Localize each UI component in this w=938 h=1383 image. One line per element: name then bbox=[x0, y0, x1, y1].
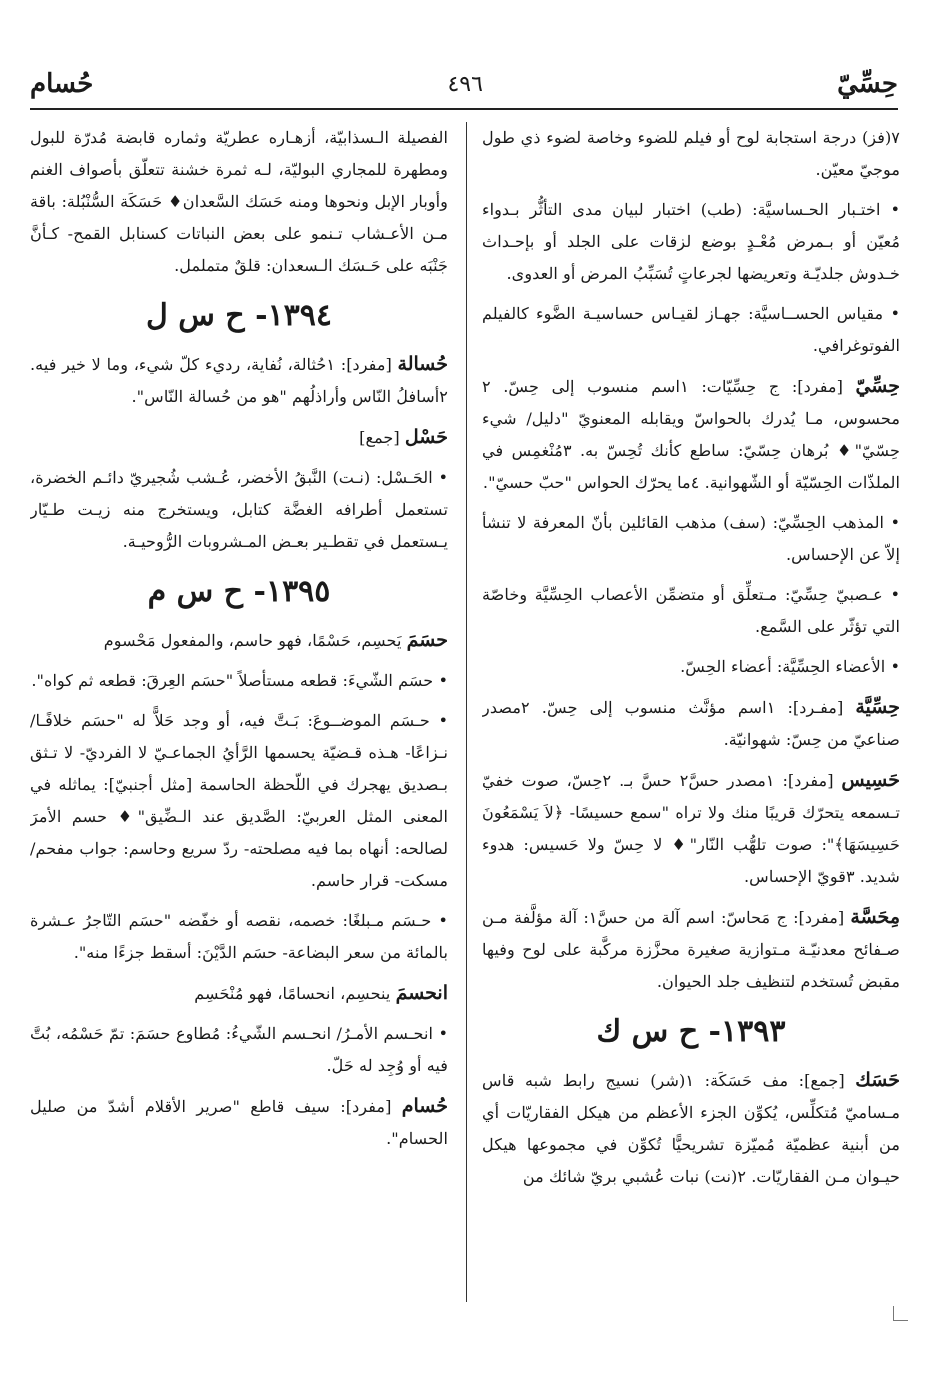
entry-text: [جمع]: مف حَسَكَة: ١(شر) نسيج رابط شبه قاس مـساميّ مُتكلِّس، يُكوِّن الجزء الأعظم من هيكل الفقاريّات أي من أبنية عظميّة مُميّزة تشريحيًّا تُكوِّن في مجموعها هيكل حيـوان مـن الفقاريّات. ٢(نت) نبات عُشبي بريّ شائك من bbox=[482, 1071, 900, 1186]
definition-paragraph bbox=[30, 705, 448, 897]
dictionary-entry bbox=[482, 764, 900, 893]
dictionary-entry bbox=[30, 624, 448, 657]
definition-paragraph bbox=[482, 507, 900, 571]
entry-text: ٧(فز) درجة استجابة لوح أو فيلم للضوء وخاصة لضوء ذي طول موجيّ معيّن. bbox=[482, 128, 900, 179]
definition-paragraph bbox=[482, 298, 900, 362]
right-column bbox=[482, 122, 900, 1272]
definition-paragraph bbox=[30, 462, 448, 558]
entry-headword: مِحَسَّة bbox=[850, 906, 900, 928]
entry-text: [مفرد]: ج مَحاسّ: اسم آلة من حسَّ١: آلة مؤلَّفة مـن صـفائح معدنيّـة مـتوازية صغيرة محزَّزة مركَّبة على لوح وفيها مقبض تُستخدم لتنظيف جلد الحيوان. bbox=[482, 908, 900, 991]
dictionary-entry bbox=[30, 421, 448, 454]
definition-paragraph bbox=[482, 579, 900, 643]
entry-text: • المذهب الحِسِّيّ: (سف) مذهب القائلين بأنّ المعرفة لا تنشأ إلاّ عن الإحساس. bbox=[482, 513, 900, 564]
header-right-word: حِسِّيّ bbox=[837, 69, 898, 99]
dictionary-entry bbox=[482, 370, 900, 499]
dictionary-entry bbox=[482, 901, 900, 998]
dictionary-entry bbox=[482, 691, 900, 756]
entry-text: • الأعضاء الحِسِّيَّة: أعضاء الحِسّ. bbox=[680, 657, 900, 676]
entry-text: الفصيلة الـسذابيّة، أزهـاره عطريّة وثماره قابضة مُدرّة للبول ومطهرة للمجاري البوليّة، لـه ثمرة خشنة تتعلّق بأصواف الغنم وأوبار الإبل ونحوها ومنه حَسَك السَّعدان♦ حَسَكَة السُّنْبُلة: باقة مـن الأعـشاب تـنمو على بعض النباتات كسنابل القمح- كـأنَّ جَنْبَه على حَـسَك الـسعدان: قلقٌ متململ. bbox=[30, 128, 448, 275]
definition-paragraph bbox=[482, 122, 900, 186]
entry-headword: حَسَك bbox=[855, 1069, 900, 1091]
dictionary-entry bbox=[30, 1090, 448, 1155]
entry-text: • حـسَم الموضــوعَ: بَـتَّ فيه، أو وجد حَلاًّ له "حسَم خلافًـا/ نـزاعًا- هـذه قـضيّة يحسمها الرَّأيُ الجماعـيّ لا الفرديّ- لا تـثق بـصديق يهجرك في اللّحظة الحاسمة [مثل أجنبيّ]: يماثله في المعنى المثل العربيّ: الصَّديق عند الـضِّيق"♦ حسم الأمرَ لصالحه: أنهاه بما فيه مصلحته- ردّ سريع وحاسم: جواب مفحم/ مسكت- قرار حاسم. bbox=[30, 711, 448, 890]
entry-text: • مقياس الحســاسيَّة: جهـاز لقيـاس حساسيـة الضَّوء كالفيلم الفوتوغرافي. bbox=[482, 304, 900, 355]
entry-headword: حِسِّيَّة bbox=[855, 696, 900, 718]
entry-headword: حسَمَ bbox=[406, 629, 448, 651]
definition-paragraph bbox=[30, 665, 448, 697]
corner-mark bbox=[893, 1306, 908, 1321]
root-heading: ١٣٩٤- ح س ل bbox=[145, 298, 333, 333]
entry-text: • الحَـسْل: (نـت) النَّبقُ الأخضر، عُـشب شُجيريّ دائـم الخضرة، تستعمل أطرافه الغضَّة كتابل، ويستخرج منه زيـت طـيّار يـستعمل في تقطـير بعـض المـشروبات الرُّوحيـة. bbox=[30, 468, 448, 551]
definition-paragraph bbox=[30, 122, 448, 282]
entry-headword: حَسِيس bbox=[841, 769, 900, 791]
column-divider bbox=[466, 122, 467, 1302]
entry-text: [جمع] bbox=[359, 428, 405, 447]
entry-text: • عـصبيّ حِسِّيّ: مـتعلِّق أو متضمِّن الأعصاب الحِسِّيَّة وخاصّة التي تؤثّر على السَّمع. bbox=[482, 585, 900, 636]
definition-paragraph bbox=[30, 1018, 448, 1082]
entry-text: [مفرد]: ١مصدر حسَّ٢ حسَّ بـ. ٢حِسّ، صوت خفيّ تـسمعه يتحرّك قريبًا منك ولا تراه "سمع حسيسًا- ﴿لاَ يَسْمَعُونَ حَسِيسَهَا﴾": صوت تلهُّب النّار"♦ لا حِسّ ولا حَسيس: هدوء شديد. ٣قويّ الإحساس. bbox=[482, 771, 900, 886]
entry-headword: حَسْل bbox=[404, 426, 448, 448]
page-header bbox=[30, 60, 898, 110]
left-column bbox=[30, 122, 448, 1272]
definition-paragraph bbox=[30, 905, 448, 969]
dictionary-entry bbox=[30, 348, 448, 413]
entry-text: ينحسِم، انحسامًا، فهو مُنْحَسِم bbox=[194, 984, 396, 1003]
root-heading: ١٣٩٣- ح س ك bbox=[596, 1014, 786, 1049]
entry-text: • حسَم الشّيءَ: قطعه مستأصلاً "حسَم العِرقَ: قطعه ثم كواه". bbox=[31, 671, 448, 690]
entry-headword: حُسالة bbox=[397, 353, 448, 375]
entry-text: [مفـرد]: ١اسم مؤنَّث منسوب إلى حِسّ. ٢مصدر صناعيّ من حِسّ: شهوانيّة. bbox=[482, 698, 900, 749]
entry-headword: حِسِّيّ bbox=[855, 375, 900, 397]
entry-headword: انحسمَ bbox=[395, 982, 448, 1004]
dictionary-entry bbox=[30, 977, 448, 1010]
header-left-word: حُسام bbox=[30, 69, 94, 99]
definition-paragraph bbox=[482, 651, 900, 683]
definition-paragraph bbox=[482, 194, 900, 290]
entry-text: [مفرد]: ج حِسِّيّات: ١اسم منسوب إلى حِسّ. ٢ محسوس، مـا يُدرك بالحواسّ ويقابله المعنويّ "دليل/ شيء حِسّيّ"♦ بُرهان حِسّيّ: ساطع كأنك تُحِسّ به. ٣مُنْغمِس في الملذّات الحِسّيّة أو الشّهوانية. ٤ما يحرّك الحواس "حبّ حسيّ". bbox=[482, 377, 900, 492]
entry-text: • حـسَم مـبلغًا: خصمه، نقصه أو خفّضه "حسَم التّاجرُ عـشرة بالمائة من سعر البضاعة- حسَم الدَّيْنَ: أسقط جزءًا منه". bbox=[30, 911, 448, 962]
entry-text: يَحسِم، حَسْمًا، فهو حاسم، والمفعول مَحْسوم bbox=[103, 631, 407, 650]
entry-headword: حُسام bbox=[401, 1095, 448, 1117]
entry-text: • انحـسم الأمـرُ/ انحـسم الشّيءُ: مُطاوع حسَمَ: تمّ حَسْمُه، بُتَّ فيه أو وُجِد له حَلّ. bbox=[30, 1024, 448, 1075]
root-heading: ١٣٩٥- ح س م bbox=[147, 574, 331, 609]
entry-text: [مفرد]: سيف قاطع "صرير الأقلام أشدّ من صليل الحسام". bbox=[30, 1097, 448, 1148]
entry-text: • اختـبار الحـساسيَّة: (طب) اختبار لبيان مدى التأثُّر بـدواء مُعيّن أو بـمرض مُعْـدٍ بوضع لزقات على الجلد أو بإحـداث خـدوش جلديّـة وتعريضها لجرعاتٍ تُسَبِّبُ المرض أو العدوى. bbox=[482, 200, 900, 283]
page-number: ٤٩٦ bbox=[447, 71, 483, 97]
dictionary-entry bbox=[482, 1064, 900, 1193]
entry-text: [مفرد]: ١حُثالة، نُفاية، رديء كلّ شيء، وما لا خير فيه. ٢أسافلُ النّاس وأراذلُهم "هو من حُسالة النّاس". bbox=[30, 355, 448, 406]
